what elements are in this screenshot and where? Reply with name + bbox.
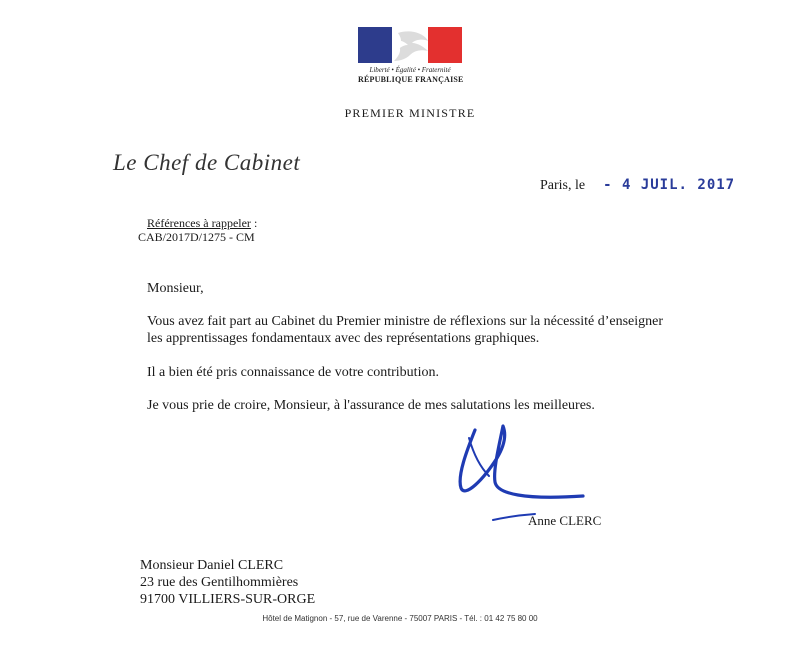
date-prefix: Paris, le <box>540 178 586 193</box>
paragraph-request-line-2: les apprentissages fondamentaux avec des représentations graphiques. <box>147 331 540 346</box>
footer-address: Hôtel de Matignon - 57, rue de Varenne - 75007 PARIS - Tél. : 01 42 75 80 00 <box>262 614 538 623</box>
recipient-name: Monsieur Daniel CLERC <box>140 558 284 573</box>
republic-name: RÉPUBLIQUE FRANÇAISE <box>358 75 464 84</box>
reference-label-text: Références à rappeler <box>147 216 251 230</box>
paragraph-acknowledgement: Il a bien été pris connaissance de votre contribution. <box>147 365 439 380</box>
closing-formula: Je vous prie de croire, Monsieur, à l'assurance de mes salutations les meilleures. <box>147 398 595 413</box>
recipient-address <box>140 557 315 608</box>
ministry-title: PREMIER MINISTRE <box>344 106 476 120</box>
tricolor-flag <box>358 27 462 63</box>
letter-body <box>147 280 707 414</box>
paragraph-request <box>147 313 707 347</box>
paragraph-request-line-1: Vous avez fait part au Cabinet du Premier ministre de réflexions sur la nécessité d’enseigner <box>147 314 664 329</box>
date-line <box>540 177 735 194</box>
salutation: Monsieur, <box>147 281 204 296</box>
signer-name: Anne CLERC <box>528 513 602 528</box>
marianne-logo <box>358 27 462 84</box>
marianne-profile-icon <box>358 27 462 63</box>
reference-label-suffix: : <box>250 216 258 230</box>
date-stamp: - 4 JUIL. 2017 <box>603 177 736 193</box>
sender-title: Le Chef de Cabinet <box>113 150 301 175</box>
recipient-city: 91700 VILLIERS-SUR-ORGE <box>140 592 316 607</box>
recipient-street: 23 rue des Gentilhommières <box>140 575 299 590</box>
republic-motto: Liberté • Égalité • Fraternité <box>369 66 451 74</box>
reference-label <box>147 216 257 231</box>
reference-code: CAB/2017D/1275 - CM <box>138 230 255 244</box>
handwritten-signature <box>445 418 605 528</box>
